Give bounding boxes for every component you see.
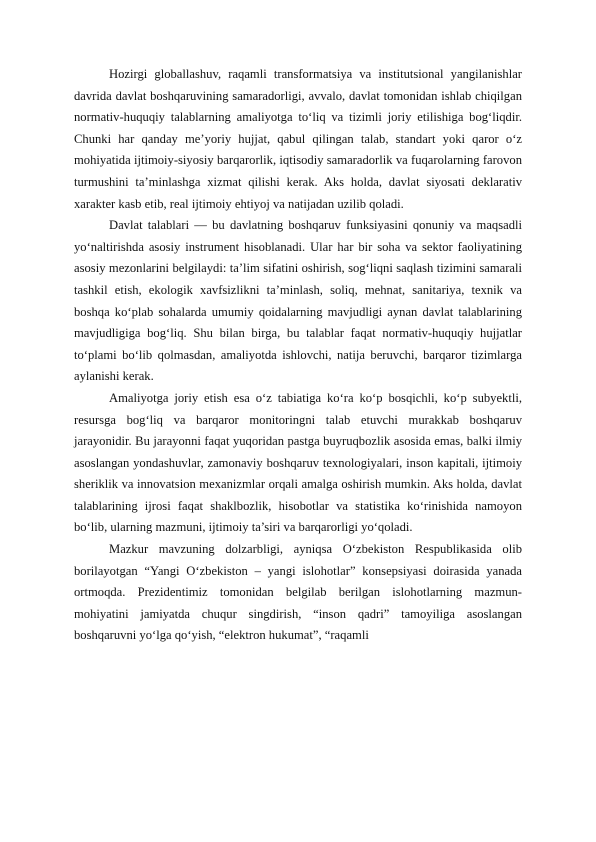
paragraph-2: Davlat talablari — bu davlatning boshqaruv funksiyasini qonuniy va maqsadli yo‘naltirishda asosiy instrument hisoblanadi. Ular har bir soha va sektor faoliyatining asosiy mezonlarini belgilaydi: ta’lim sifatini oshirish, sog‘liqni saqlash tizimini samarali tashkil etish, ekologik xavfsizlikni ta’minlash, soliq, mehnat, sanitariya, texnik va boshqa ko‘plab sohalarda umumiy qoidalarning mavjudligi aynan davlat talablarining mavjudligiga bog‘liq. Shu bilan birga, bu talablar faqat normativ-huquqiy hujjatlar to‘plami bo‘lib qolmasdan, amaliyotda ishlovchi, natija beruvchi, barqaror tizimlarga aylanishi kerak. xyxy=(74,218,522,384)
paragraph-3: Amaliyotga joriy etish esa o‘z tabiatiga ko‘ra ko‘p bosqichli, ko‘p subyektli, resursga bog‘liq va barqaror monitoringni talab etuvchi murakkab boshqaruv jarayonidir. Bu jarayonni faqat yuqoridan pastga buyruqbozlik asosida emas, balki ilmiy asoslangan yondashuvlar, zamonaviy boshqaruv texnologiyalari, inson kapitali, ijtimoiy sheriklik va innovatsion mexanizmlar orqali amalga oshirish mumkin. Aks holda, davlat talablarining ijrosi faqat shaklbozlik, hisobotlar va statistika ko‘rinishida namoyon bo‘lib, ularning mazmuni, ijtimoiy ta’siri va barqarorligi yo‘qoladi. xyxy=(74,390,522,535)
document-page xyxy=(74,64,522,647)
paragraph-1: Hozirgi globallashuv, raqamli transformatsiya va institutsional yangilanishlar davrida davlat boshqaruvining samaradorligi, avvalo, davlat tomonidan ishlab chiqilgan normativ-huquqiy talablarning amaliyotga to‘liq va tizimli joriy etilishiga bog‘liqdir. Chunki har qanday me’yoriy hujjat, qabul qilingan talab, standart yoki qaror o‘z mohiyatida ijtimoiy-siyosiy barqarorlik, iqtisodiy samaradorlik va fuqarolarning farovon turmushini ta’minlashga xizmat qilishi kerak. Aks holda, davlat siyosati deklarativ xarakter kasb etib, real ijtimoiy ehtiyoj va natijadan uzilib qoladi. xyxy=(74,67,522,211)
paragraph-4: Mazkur mavzuning dolzarbligi, ayniqsa O‘zbekiston Respublikasida olib borilayotgan “Yangi O‘zbekiston – yangi islohotlar” konsepsiyasi doirasida yanada ortmoqda. Prezidentimiz tomonidan belgilab berilgan islohotlarning mazmun-mohiyatini jamiyatda chuqur singdirish, “inson qadri” tamoyiliga asoslangan boshqaruvni yo‘lga qo‘yish, “elektron hukumat”, “raqamli xyxy=(74,542,522,643)
